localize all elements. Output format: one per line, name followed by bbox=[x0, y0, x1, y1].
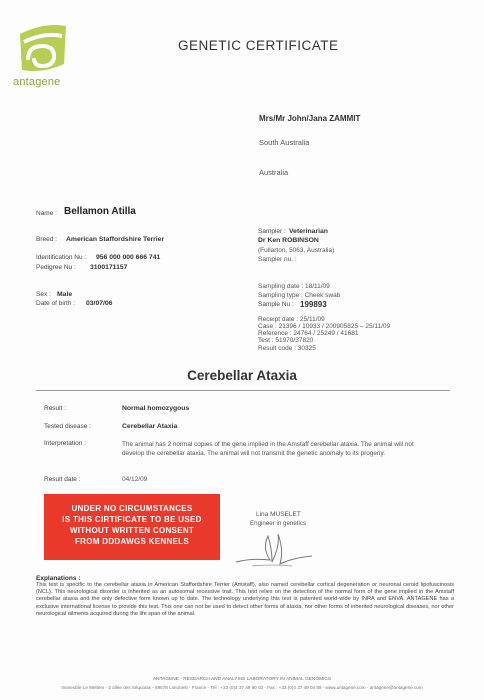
divider bbox=[36, 390, 450, 391]
interpretation-text: The animal has 2 normal copies of the gene implied in the Amstaff cerebellar ataxia. The animal will not develop the cerebellar ataxia. The animal will not transmit the genetic anomaly to its progeny. bbox=[122, 441, 414, 457]
sampling-type: Sampling type : Cheek swab bbox=[258, 292, 341, 299]
receipt-date: Receipt date : 25/11/09 bbox=[258, 316, 325, 323]
test-number: Test : 51970/37820 bbox=[258, 337, 314, 344]
result-label: Result : bbox=[44, 405, 67, 412]
owner-name: Mrs/Mr John/Jana ZAMMIT bbox=[259, 114, 361, 123]
warning-line: UNDER NO CIRCUMSTANCES bbox=[71, 504, 193, 513]
reference-number: Reference : 24764 / 25249 / 41681 bbox=[258, 330, 359, 337]
sampler-nu-label: Sampler nu. : bbox=[258, 256, 297, 263]
sample-nu-value: 199893 bbox=[300, 300, 327, 309]
footer-lab: ANTAGENE - RESEARCH AND ANALYSIS LABORATORY IN ANIMAL GENOMICS bbox=[152, 677, 332, 682]
warning-line: FROM DDDAWGS KENNELS bbox=[75, 537, 189, 546]
sample-nu-label: Sample Nu : bbox=[258, 301, 294, 308]
tested-disease-label: Tested disease : bbox=[44, 423, 91, 430]
warning-line: IS THIS CIRTIFICATE TO BE USED bbox=[62, 515, 202, 524]
sampler-label: Sampler : bbox=[258, 228, 286, 235]
document-title: GENETIC CERTIFICATE bbox=[178, 38, 339, 53]
result-date-label: Result date : bbox=[44, 476, 81, 483]
pedigree-label: Pedigree Nu : bbox=[36, 264, 76, 271]
sampler-role: Veterinarian bbox=[289, 228, 328, 235]
owner-address-line2: Australia bbox=[259, 168, 289, 177]
tested-disease-value: Cerebellar Ataxia bbox=[122, 423, 178, 430]
interpretation-label: Interpretation : bbox=[44, 440, 86, 447]
sex-value: Male bbox=[57, 291, 73, 298]
breed-label: Breed : bbox=[36, 236, 57, 243]
owner-address-line1: South Australia bbox=[259, 138, 310, 147]
explanations-text: This test is specific to the cerebellar ataxia in American Staffordshire Terrier (Amstaff), also named cerebellar cortical degeneration or neuronal ceroid lipofuscinosis (NCL). This neurological disorder is inherited as an autosomal recessive trait. This test relies on the detection of the normal form of the gene implied in the Amstaff cerebellar ataxia and the only defective form known up to date. The technology underlying this test is patented world-wide by INRA and ENVA. ANTAGENE has a exclusive international license to provide this test. This one can not be used to detect other forms of ataxia, nor other forms of inherited neurological diseases, nor other neurological ailments acquired during the life span of the animal. bbox=[36, 582, 454, 617]
result-date-value: 04/12/09 bbox=[122, 476, 148, 483]
dog-name-label: Name : bbox=[36, 210, 57, 217]
identification-value: 956 000 000 666 741 bbox=[96, 254, 161, 261]
pedigree-value: 3100171157 bbox=[90, 264, 128, 271]
breed-value: American Staffordshire Terrier bbox=[66, 236, 165, 243]
case-number: Case : 21396 / 10933 / 200905825 – 25/11/09 bbox=[258, 323, 391, 330]
signatory-role: Engineer in genetics bbox=[250, 520, 307, 527]
result-code: Result code : 30325 bbox=[258, 345, 316, 352]
footer-contact: Immeuble Le Meltem - 2 allée des Séquoias - 69578 Limonest - France - Tél : +33 (0)4 37 49 90 03 - Fax : +33 (0)4 37 49 04 89 - www.antagene.com - antagene@antagene.com bbox=[61, 685, 423, 690]
result-title: Cerebellar Ataxia bbox=[187, 368, 297, 383]
warning-line: WITHOUT WRITTEN CONSENT bbox=[69, 526, 195, 535]
warning-stamp bbox=[44, 494, 220, 560]
signatory-name: Lina MUSELET bbox=[256, 511, 301, 518]
dob-value: 03/07/06 bbox=[86, 300, 113, 307]
result-value: Normal homozygous bbox=[122, 405, 190, 412]
explanations-title: Explanations : bbox=[36, 575, 81, 582]
sex-label: Sex : bbox=[36, 291, 51, 298]
dog-name: Bellamon Atilla bbox=[64, 206, 136, 217]
sampler-name: Dr Ken ROBINSON bbox=[258, 237, 319, 244]
dob-label: Date of birth : bbox=[36, 300, 76, 307]
signature-icon bbox=[232, 528, 322, 572]
sampler-location: (Fullarton, 5063, Australia) bbox=[258, 247, 335, 254]
sampling-date: Sampling date : 18/11/09 bbox=[258, 283, 330, 290]
identification-label: Identification Nu : bbox=[36, 254, 87, 261]
logo-word: antagene bbox=[13, 76, 61, 88]
